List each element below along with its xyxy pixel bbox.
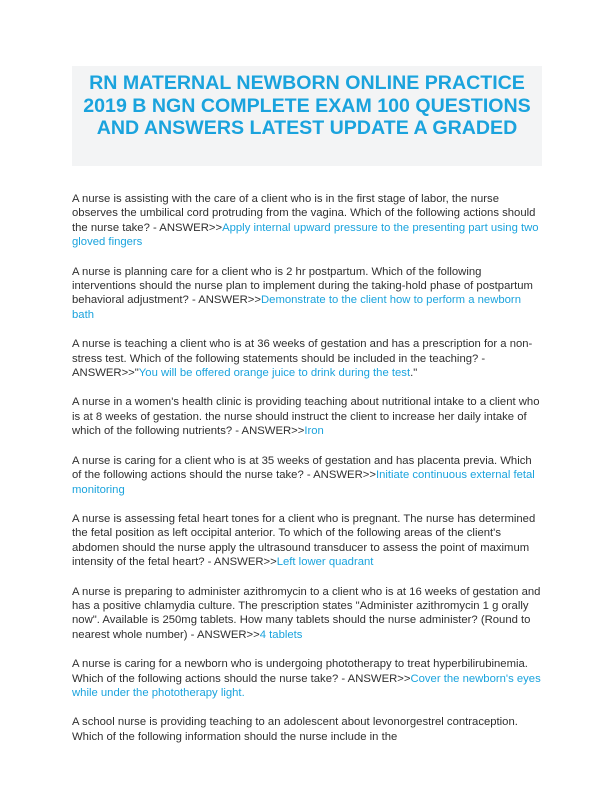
answer-text: You will be offered orange juice to drink during the test xyxy=(138,367,411,380)
answer-text: Left lower quadrant xyxy=(276,556,374,569)
qa-item xyxy=(72,192,544,250)
qa-item xyxy=(72,454,544,497)
question-text: A nurse is planning care for a client who is 2 hr postpartum. Which of the following interventions should the nurse plan to implement during the taking-hold phase of postpartum behavioral adjustment? - ANSWER>> xyxy=(72,265,533,307)
qa-item xyxy=(72,395,544,438)
question-text: A nurse is caring for a newborn who is undergoing phototherapy to treat hyperbilirubinemia. Which of the following actions should the nurse take? - ANSWER>> xyxy=(72,658,528,685)
document-title: RN MATERNAL NEWBORN ONLINE PRACTICE 2019 B NGN COMPLETE EXAM 100 QUESTIONS AND ANSWERS LATEST UPDATE A GRADED xyxy=(83,72,531,139)
question-text: A nurse is caring for a client who is at 35 weeks of gestation and has placenta previa. Which of the following actions should the nurse take? - ANSWER>> xyxy=(72,454,532,482)
qa-item xyxy=(72,585,544,643)
question-text: A nurse is preparing to administer azithromycin to a client who is at 16 weeks of gestation and has a positive chlamydia culture. The prescription states "Administer azithromycin 1 g orally now". Available is 250mg tablets. How many tablets should the nurse administer? (Round to nearest whole number) - ANSWER>> xyxy=(72,585,541,641)
question-text: A nurse is assessing fetal heart tones for a client who is pregnant. The nurse has determined the fetal position as left occipital anterior. To which of the following areas of the client's abdomen should the nurse apply the ultrasound transducer to assess the point of maximum intensity of the fetal heart? - ANSWER>> xyxy=(72,512,536,569)
answer-suffix: ." xyxy=(410,367,418,380)
answer-text: Apply internal upward pressure to the presenting part using two gloved fingers xyxy=(72,221,539,249)
qa-item xyxy=(72,715,544,744)
answer-text: Iron xyxy=(304,425,324,438)
answer-text: 4 tablets xyxy=(259,628,303,641)
question-text: A nurse is teaching a client who is at 36 weeks of gestation and has a prescription for a non-stress test. Which of the following statements should be included in the teaching? - ANSWER>>" xyxy=(72,338,533,380)
qa-item xyxy=(72,657,544,700)
answer-text: Initiate continuous external fetal monitoring xyxy=(72,469,535,496)
qa-item xyxy=(72,512,544,570)
qa-list xyxy=(72,192,544,759)
title-banner xyxy=(72,66,542,166)
question-text: A nurse is assisting with the care of a client who is in the first stage of labor, the nurse observes the umbilical cord protruding from the vagina. Which of the following actions should the nurse take? - ANSWER>> xyxy=(72,193,536,234)
qa-item xyxy=(72,265,544,323)
answer-text: Demonstrate to the client how to perform a newborn bath xyxy=(72,294,521,321)
answer-text: Cover the newborn's eyes while under the phototherapy light. xyxy=(72,672,541,699)
question-text: A school nurse is providing teaching to an adolescent about levonorgestrel contraception. Which of the following information should the nurse include in the xyxy=(72,716,518,743)
question-text: A nurse in a women's health clinic is providing teaching about nutritional intake to a client who is at 8 weeks of gestation. the nurse should instruct the client to increase her daily intake of which of the following nutrients? - ANSWER>> xyxy=(72,396,540,438)
qa-item xyxy=(72,337,544,380)
